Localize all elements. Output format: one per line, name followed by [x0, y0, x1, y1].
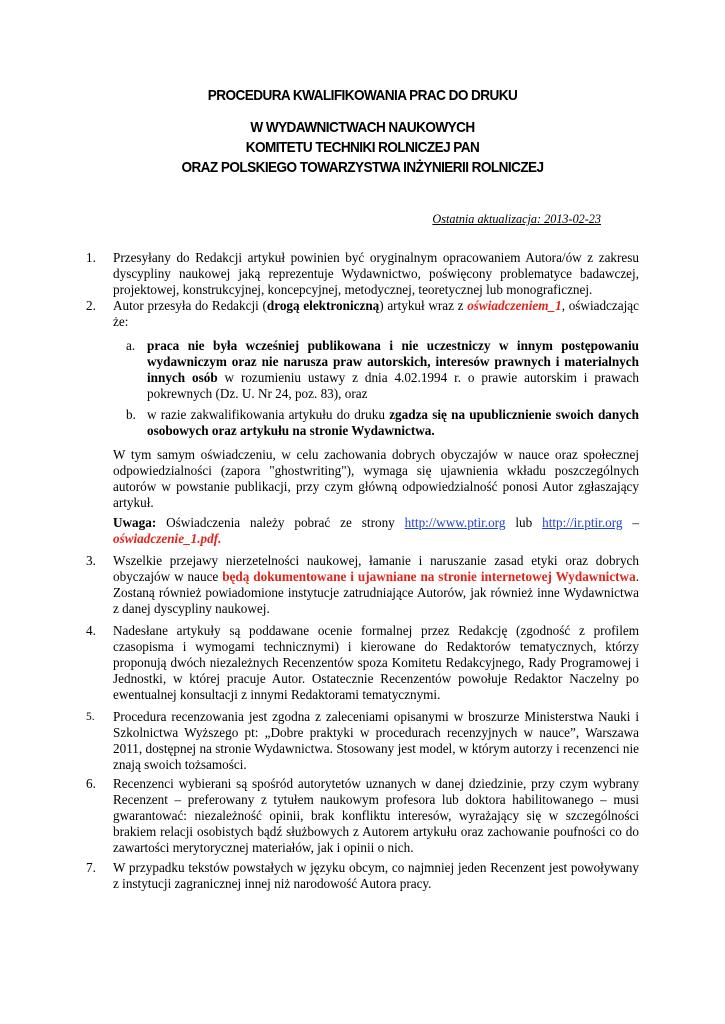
item-text: Recenzenci wybierani są spośród autorytetów uznanych w danej dziedzinie, przy czym wybrany Recenzent – preferowany z tytułem naukowym profesora lub doktora habilitowanego – musi gwarantować: niezależność opinii, brak konfliktu interesów, wyrażający się w szczególności brakiem relacji osobistych bądź służbowych z Autorem artykułu oraz zachowanie poufności co do zawartości merytorycznej materiałów, jak i opinii o nich. [113, 776, 639, 855]
ghostwriting-paragraph: W tym samym oświadczeniu, w celu zachowania dobrych obyczajów w nauce oraz społecznej odpowiedzialności (zapora "ghostwriting"), wymaga się ujawnienia wkładu poszczególnych autorów w powstanie publikacji, przy czym główną odpowiedzialność ponosi Autor zgłaszający artykuł. [113, 447, 639, 510]
statement-form-link[interactable]: oświadczeniem_1 [467, 298, 562, 313]
sub-item-a [126, 338, 639, 402]
ir-ptir-link[interactable]: http://ir.ptir.org [542, 515, 623, 530]
list-item-7 [86, 860, 639, 892]
sub-item-text: w razie zakwalifikowania artykułu do druku zgadza się na upublicznienie swoich danych osobowych oraz artykułu na stronie Wydawnictwa. [147, 407, 639, 438]
sub-item-text: praca nie była wcześniej publikowana i nie uczestniczy w innym postępowaniu wydawniczym oraz nie narusza praw autorskich, interesów prawnych i materialnych innych osób w rozumieniu ustawy z dnia 4.02.1994 r. o prawie autorskim i prawach pokrewnych (Dz. U. Nr 24, poz. 83), oraz [147, 338, 639, 401]
sub-item-letter: a. [126, 338, 136, 353]
list-item-1 [86, 250, 639, 298]
item-number: 7. [86, 860, 96, 875]
title-line-3: KOMITETU TECHNIKI ROLNICZEJ PAN [245, 140, 480, 156]
note-paragraph: Uwaga: Oświadczenia należy pobrać ze strony http://www.ptir.org lub http://ir.ptir.org – oświadczenie_1.pdf. [113, 515, 639, 546]
item-number: 6. [86, 776, 96, 791]
item-number: 3. [86, 553, 96, 568]
list-item-5 [86, 709, 639, 773]
item-number: 1. [86, 250, 96, 265]
item-number: 4. [86, 623, 96, 638]
item-text: Procedura recenzowania jest zgodna z zaleceniami opisanymi w broszurze Ministerstwa Nauki i Szkolnictwa Wyższego pt: „Dobre praktyki w procedurach recenzyjnych w nauce”, Warszawa 2011, dostępnej na stronie Wydawnictwa. Stosowany jest model, w którym autorzy i recenzenci nie znają swoich tożsamości. [113, 709, 639, 772]
red-highlight: będą dokumentowane i ujawniane na stronie internetowej Wydawnictwa [222, 569, 636, 584]
title-line-2: W WYDAWNICTWACH NAUKOWYCH [250, 120, 475, 136]
title-line-4: ORAZ POLSKIEGO TOWARZYSTWA INŻYNIERII ROLNICZEJ [181, 160, 544, 176]
list-item-4 [86, 623, 639, 703]
list-item-6 [86, 776, 639, 856]
item-text: Nadesłane artykuły są poddawane ocenie formalnej przez Redakcję (zgodność z profilem czasopisma i wymogami technicznymi) i kierowane do Redaktorów tematycznych, którzy proponują dwóch niezależnych Recenzentów spoza Komitetu Redakcyjnego, Rady Programowej i Jednostki, w której pracuje Autor. Ostatecznie Recenzentów powołuje Redaktor Naczelny po ewentualnej konsultacji z innymi Redaktorami tematycznymi. [113, 623, 639, 702]
bold-text: drogą elektroniczną [266, 298, 380, 313]
item-text: Autor przesyła do Redakcji (drogą elektroniczną) artykuł wraz z oświadczeniem_1, oświadczając że: [113, 298, 639, 329]
item-number: 2. [86, 298, 96, 313]
item-text: Przesyłany do Redakcji artykuł powinien być oryginalnym opracowaniem Autora/ów z zakresu dyscypliny naukowej jaką reprezentuje Wydawnictwo, poświęcony problematyce badawczej, projektowej, konstrukcyjnej, koncepcyjnej, metodycznej, teoretycznej lub monograficznej. [113, 250, 639, 297]
item-text: W przypadku tekstów powstałych w języku obcym, co najmniej jeden Recenzent jest powoływany z instytucji zagranicznej innej niż narodowość Autora pracy. [113, 860, 639, 891]
sub-item-letter: b. [126, 407, 136, 422]
list-item-3 [86, 553, 639, 617]
item-text: Wszelkie przejawy nierzetelności naukowej, łamanie i naruszanie zasad etyki oraz dobrych obyczajów w nauce będą dokumentowane i ujawniane na stronie internetowej Wydawnictwa. Zostaną również powiadomione instytucje zatrudniające Autorów, jak również inne Wydawnictwa z danej dyscypliny naukowej. [113, 553, 639, 616]
last-update: Ostatnia aktualizacja: 2013-02-23 [432, 212, 601, 226]
note-label: Uwaga: [113, 515, 157, 530]
item-number: 5. [86, 711, 95, 723]
statement-file-link[interactable]: oświadczenie_1.pdf. [113, 531, 222, 546]
ptir-link[interactable]: http://www.ptir.org [404, 515, 506, 530]
sub-item-b [126, 407, 639, 439]
list-item-2 [86, 298, 639, 330]
title-line-1: PROCEDURA KWALIFIKOWANIA PRAC DO DRUKU [207, 88, 518, 104]
